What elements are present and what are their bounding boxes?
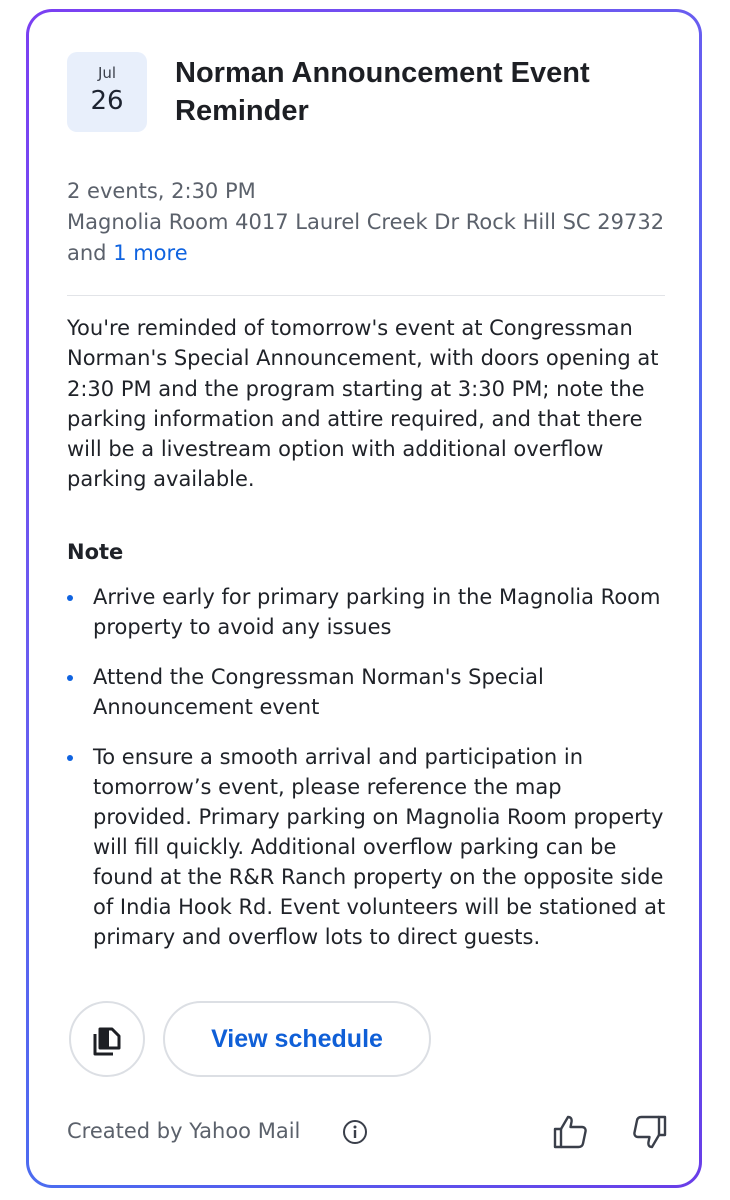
event-card — [26, 9, 702, 1188]
view-schedule-button[interactable]: View schedule — [163, 1001, 431, 1077]
date-day: 26 — [90, 86, 124, 116]
note-item — [67, 662, 667, 722]
date-month: Jul — [97, 64, 117, 82]
created-by-label: Created by Yahoo Mail — [67, 1119, 301, 1143]
more-events-link[interactable]: 1 more — [113, 241, 188, 265]
bullet-icon — [67, 675, 73, 681]
info-icon[interactable] — [342, 1119, 368, 1145]
note-item-text: Attend the Congressman Norman's Special Announcement event — [93, 665, 544, 719]
event-count-time: 2 events, 2:30 PM — [67, 179, 256, 203]
event-title: Norman Announcement Event Reminder — [175, 57, 590, 127]
note-item-text: Arrive early for primary parking in the Magnolia Room property to avoid any issues — [93, 585, 661, 639]
event-summary: You're reminded of tomorrow's event at Congressman Norman's Special Announcement, with doors opening at 2:30 PM and the program starting at 3:30 PM; note the parking information and attire required, and that there will be a livestream option with additional overflow parking available. — [67, 316, 659, 492]
date-badge — [67, 52, 147, 132]
event-meta — [67, 176, 667, 269]
event-card-body — [29, 12, 699, 1185]
divider — [67, 295, 665, 296]
note-list — [67, 582, 667, 972]
copy-icon — [91, 1023, 127, 1059]
copy-button[interactable] — [69, 1001, 145, 1077]
note-item — [67, 582, 667, 642]
note-heading: Note — [67, 540, 124, 564]
event-location — [67, 207, 667, 269]
bullet-icon — [67, 595, 73, 601]
note-item — [67, 742, 667, 952]
bullet-icon — [67, 755, 73, 761]
thumbs-down-icon[interactable] — [631, 1113, 669, 1151]
note-item-text: To ensure a smooth arrival and participation in tomorrow’s event, please reference the map provided. Primary parking on Magnolia Room property will fill quickly. Additional overflow parking can be found at the R&R Ranch property on the opposite side of India Hook Rd. Event volunteers will be stationed at primary and overflow lots to direct guests. — [93, 745, 666, 949]
thumbs-up-icon[interactable] — [551, 1113, 589, 1151]
event-location-text: Magnolia Room 4017 Laurel Creek Dr Rock Hill SC 29732 and — [67, 210, 665, 265]
